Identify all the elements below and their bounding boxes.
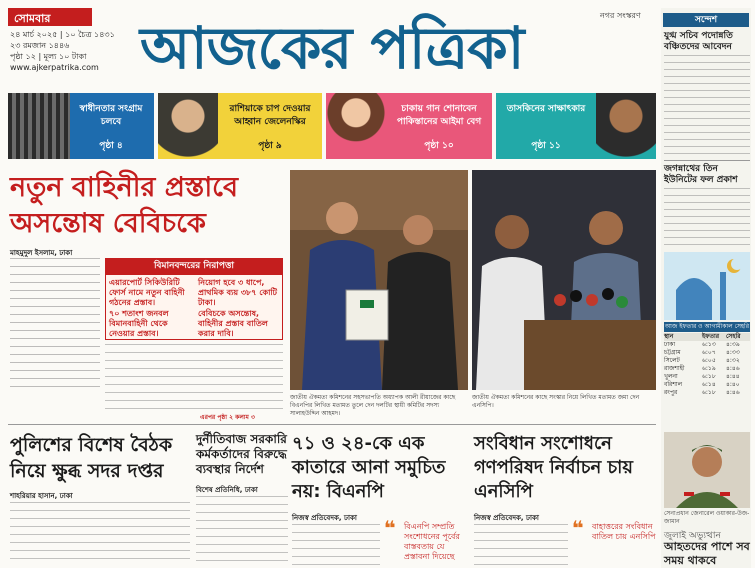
edition-label: নগর সংস্করণ: [600, 11, 641, 20]
iftar-row: [664, 373, 750, 381]
iftar-row: [664, 365, 750, 373]
dateline: [10, 29, 140, 73]
inset-box: [105, 274, 283, 340]
iftar-cell: ৪:৪৬: [726, 365, 740, 372]
ramadan-graphic: [664, 252, 750, 320]
photo-bnp-illustration: [290, 170, 468, 390]
iftar-cell: রাজশাহী: [664, 365, 685, 372]
story-ncp-quote-icon: ❝: [572, 516, 584, 540]
lead-headline[interactable]: নতুন বাহিনীর প্রস্তাবে অসন্তোষ বেবিচকে: [10, 172, 239, 239]
inset-point-1: এয়ারপোর্ট সিকিউরিটি ফোর্স নামে নতুন বাহিনী গঠনের প্রস্তাব।: [109, 278, 185, 307]
iftar-cell: ৪:৪৪: [726, 373, 740, 380]
iftar-cell: চট্টগ্রাম: [664, 349, 681, 356]
teaser-1-text: স্বাধীনতার সংগ্রাম চলবে: [79, 104, 143, 127]
iftar-col-sehri: সেহরি: [726, 333, 741, 340]
page-price: পৃষ্ঠা ১২ | মূল্য ১০ টাকা: [10, 52, 87, 61]
teaser-2-text: রাশিয়াকে চাপ দেওয়ার আহ্বান জেলেনস্কির: [229, 104, 311, 127]
lead-byline: মাহমুদুল ইসলাম, ঢাকা: [10, 249, 73, 257]
teaser-2[interactable]: [158, 93, 322, 159]
sidebar-item-3-kicker: জুলাই অভ্যুত্থান: [664, 531, 721, 541]
photo-bnp-handover: [290, 170, 468, 390]
teaser-2-image: [158, 93, 218, 159]
section-divider: [8, 424, 656, 425]
iftar-cell: খুলনা: [664, 373, 678, 380]
story-ncp-byline: নিজস্ব প্রতিবেদক, ঢাকা: [474, 514, 539, 522]
portrait-caption: সেনাপ্রধান জেনারেল ওয়াকার-উজ-জামান: [664, 510, 750, 525]
sidebar-item-3-headline[interactable]: আহতদের পাশে সব সময় থাকবে: [664, 540, 750, 567]
teaser-2-page: পৃষ্ঠা ৯: [258, 141, 282, 151]
iftar-col-iftar: ইফতার: [702, 333, 720, 340]
sidebar-tag: সন্দেশ: [663, 13, 749, 27]
teaser-3-page: পৃষ্ঠা ১০: [424, 141, 454, 151]
iftar-cell: ঢাকা: [664, 341, 676, 348]
lead-body-column: [10, 258, 100, 398]
iftar-cell: ৬:০৫: [702, 357, 716, 364]
sidebar-item-1-body: [664, 55, 750, 155]
date-hijri: ২৩ রমজান ১৪৪৬: [10, 41, 70, 50]
iftar-row: [664, 349, 750, 357]
iftar-col-place: স্থান: [664, 333, 674, 340]
teaser-3[interactable]: [326, 93, 492, 159]
teaser-4[interactable]: [496, 93, 656, 159]
story-ncp-quote: বাহাত্তরের সংবিধান বাতিল চায় এনসিপি: [592, 522, 656, 541]
iftar-cell: ৬:১৩: [702, 341, 716, 348]
inset-point-4: বেবিচকে অসন্তোষ, বাহিনীর প্রস্তাব বাতিল করার দাবি।: [198, 309, 268, 338]
iftar-cell: ৪:৪০: [726, 381, 740, 388]
teaser-4-text: তাসকিনের সাক্ষাৎকার: [506, 104, 586, 114]
sidebar-item-2-body: [664, 188, 750, 248]
iftar-cell: সিলেট: [664, 357, 680, 364]
iftar-cell: ৬:০৭: [702, 349, 716, 356]
iftar-cell: ৬:১৮: [702, 389, 716, 396]
iftar-table: [664, 333, 750, 397]
iftar-row: [664, 389, 750, 397]
story-police-headline[interactable]: পুলিশের বিশেষ বৈঠক নিয়ে ক্ষুব্ধ সদর দপ্তর: [10, 434, 173, 482]
inset-title: বিমানবন্দরের নিরাপত্তা: [105, 258, 283, 274]
teaser-1-image: [8, 93, 70, 159]
iftar-cell: বরিশাল: [664, 381, 683, 388]
photo-ncp-briefing: [472, 170, 656, 390]
mosque-icon: [664, 252, 750, 320]
iftar-table-title: আজ ইফতার ও আগামীকাল সেহরি: [664, 323, 750, 330]
story-bnp-quote-icon: ❝: [384, 516, 396, 540]
lead-body-text-2: [105, 344, 283, 410]
inset-point-2: ৭০ শতাংশ জনবল বিমানবাহিনী থেকে নেওয়ার প্রস্তাব।: [109, 309, 169, 338]
iftar-row: [664, 341, 750, 349]
photo-caption-right: জাতীয় ঐকমত্য কমিশনের কাছে সংস্কার নিয়ে লিখিত মতামত জমা দেন এনসিপি।: [472, 394, 640, 409]
sidebar-item-2-headline[interactable]: জগন্নাথের তিন ইউনিটের ফল প্রকাশ: [664, 164, 738, 185]
story-ncp-body: [474, 524, 568, 566]
story-police-body: [10, 502, 190, 566]
teaser-3-text: চাকায় গান শোনাবেন পাকিস্তানের আইমা বেগ: [396, 104, 482, 127]
teaser-strip: [8, 93, 656, 159]
website-url[interactable]: www.ajkerpatrika.com: [10, 63, 99, 72]
lead-continued[interactable]: এরপর পৃষ্ঠা ২ কলাম ৩: [200, 414, 255, 421]
teaser-3-image: [326, 93, 386, 159]
lead-body-text: [10, 258, 100, 394]
story-corruption-byline: বিশেষ প্রতিনিধি, ঢাকা: [196, 486, 258, 494]
weekday-tab: সোমবার: [8, 8, 92, 26]
story-bnp-quote: বিএনপি সম্প্রতি সংশোধনের পূর্বের বাস্তবতায় যে প্রস্তাবনা দিয়েছে: [404, 522, 460, 561]
story-corruption-body: [196, 496, 288, 566]
army-chief-portrait: [664, 432, 750, 508]
teaser-1-page: পৃষ্ঠা ৪: [99, 141, 123, 151]
newspaper-logo: আজকের পত্রিকা: [140, 14, 524, 82]
iftar-cell: ৬:১৪: [702, 381, 716, 388]
story-bnp-headline[interactable]: ৭১ ও ২৪-কে এক কাতারে আনা সমুচিত নয়: বিএনপি: [292, 433, 446, 502]
iftar-cell: ৪:৩৩: [726, 349, 740, 356]
story-bnp-byline: নিজস্ব প্রতিবেদক, ঢাকা: [292, 514, 357, 522]
iftar-table-header: [664, 333, 750, 341]
date-gregorian: ২৪ মার্চ ২০২৫ | ১০ চৈত্র ১৪৩১: [10, 30, 115, 39]
photo-caption-left: জাতীয় ঐকমত্য কমিশনের সহসভাপতি অধ্যাপক আলী রীয়াজের কাছে বিএনপির লিখিত মতামত তুলে দেন দলটির স্থায়ী কমিটির সদস্য সালাহউদ্দিন আহমদ।: [290, 394, 456, 417]
inset-point-3: নিয়োগ হবে ৩ ধাপে, প্রাথমিক ব্যয় ৩৮৭ কোটি টাকা।: [198, 278, 278, 307]
teaser-4-page: পৃষ্ঠা ১১: [531, 141, 561, 151]
iftar-cell: ৪:৩২: [726, 357, 740, 364]
sidebar-item-1-headline[interactable]: যুগ্ম সচিব পদোন্নতি বঞ্চিতদের আবেদন: [664, 31, 733, 52]
iftar-row: [664, 381, 750, 389]
story-corruption-headline[interactable]: দুর্নীতিবাজ সরকারি কর্মকর্তাদের বিরুদ্ধে ব্যবস্থার নির্দেশ: [196, 432, 287, 476]
iftar-row: [664, 357, 750, 365]
iftar-cell: ৬:১৯: [702, 365, 716, 372]
sidebar-divider-1: [664, 160, 750, 161]
story-police-byline: শাহরিয়ার হাসান, ঢাকা: [10, 492, 73, 500]
story-bnp-body: [292, 524, 380, 566]
iftar-cell: রংপুর: [664, 389, 678, 396]
portrait-illustration: [664, 432, 750, 508]
story-ncp-headline[interactable]: সংবিধান সংশোধনে গণপরিষদ নির্বাচন চায় এনসিপি: [474, 433, 633, 502]
iftar-cell: ৪:৪৬: [726, 389, 740, 396]
photo-ncp-illustration: [472, 170, 656, 390]
teaser-4-image: [596, 93, 656, 159]
iftar-cell: ৪:৩৯: [726, 341, 740, 348]
iftar-cell: ৬:১৮: [702, 373, 716, 380]
teaser-1[interactable]: [8, 93, 154, 159]
